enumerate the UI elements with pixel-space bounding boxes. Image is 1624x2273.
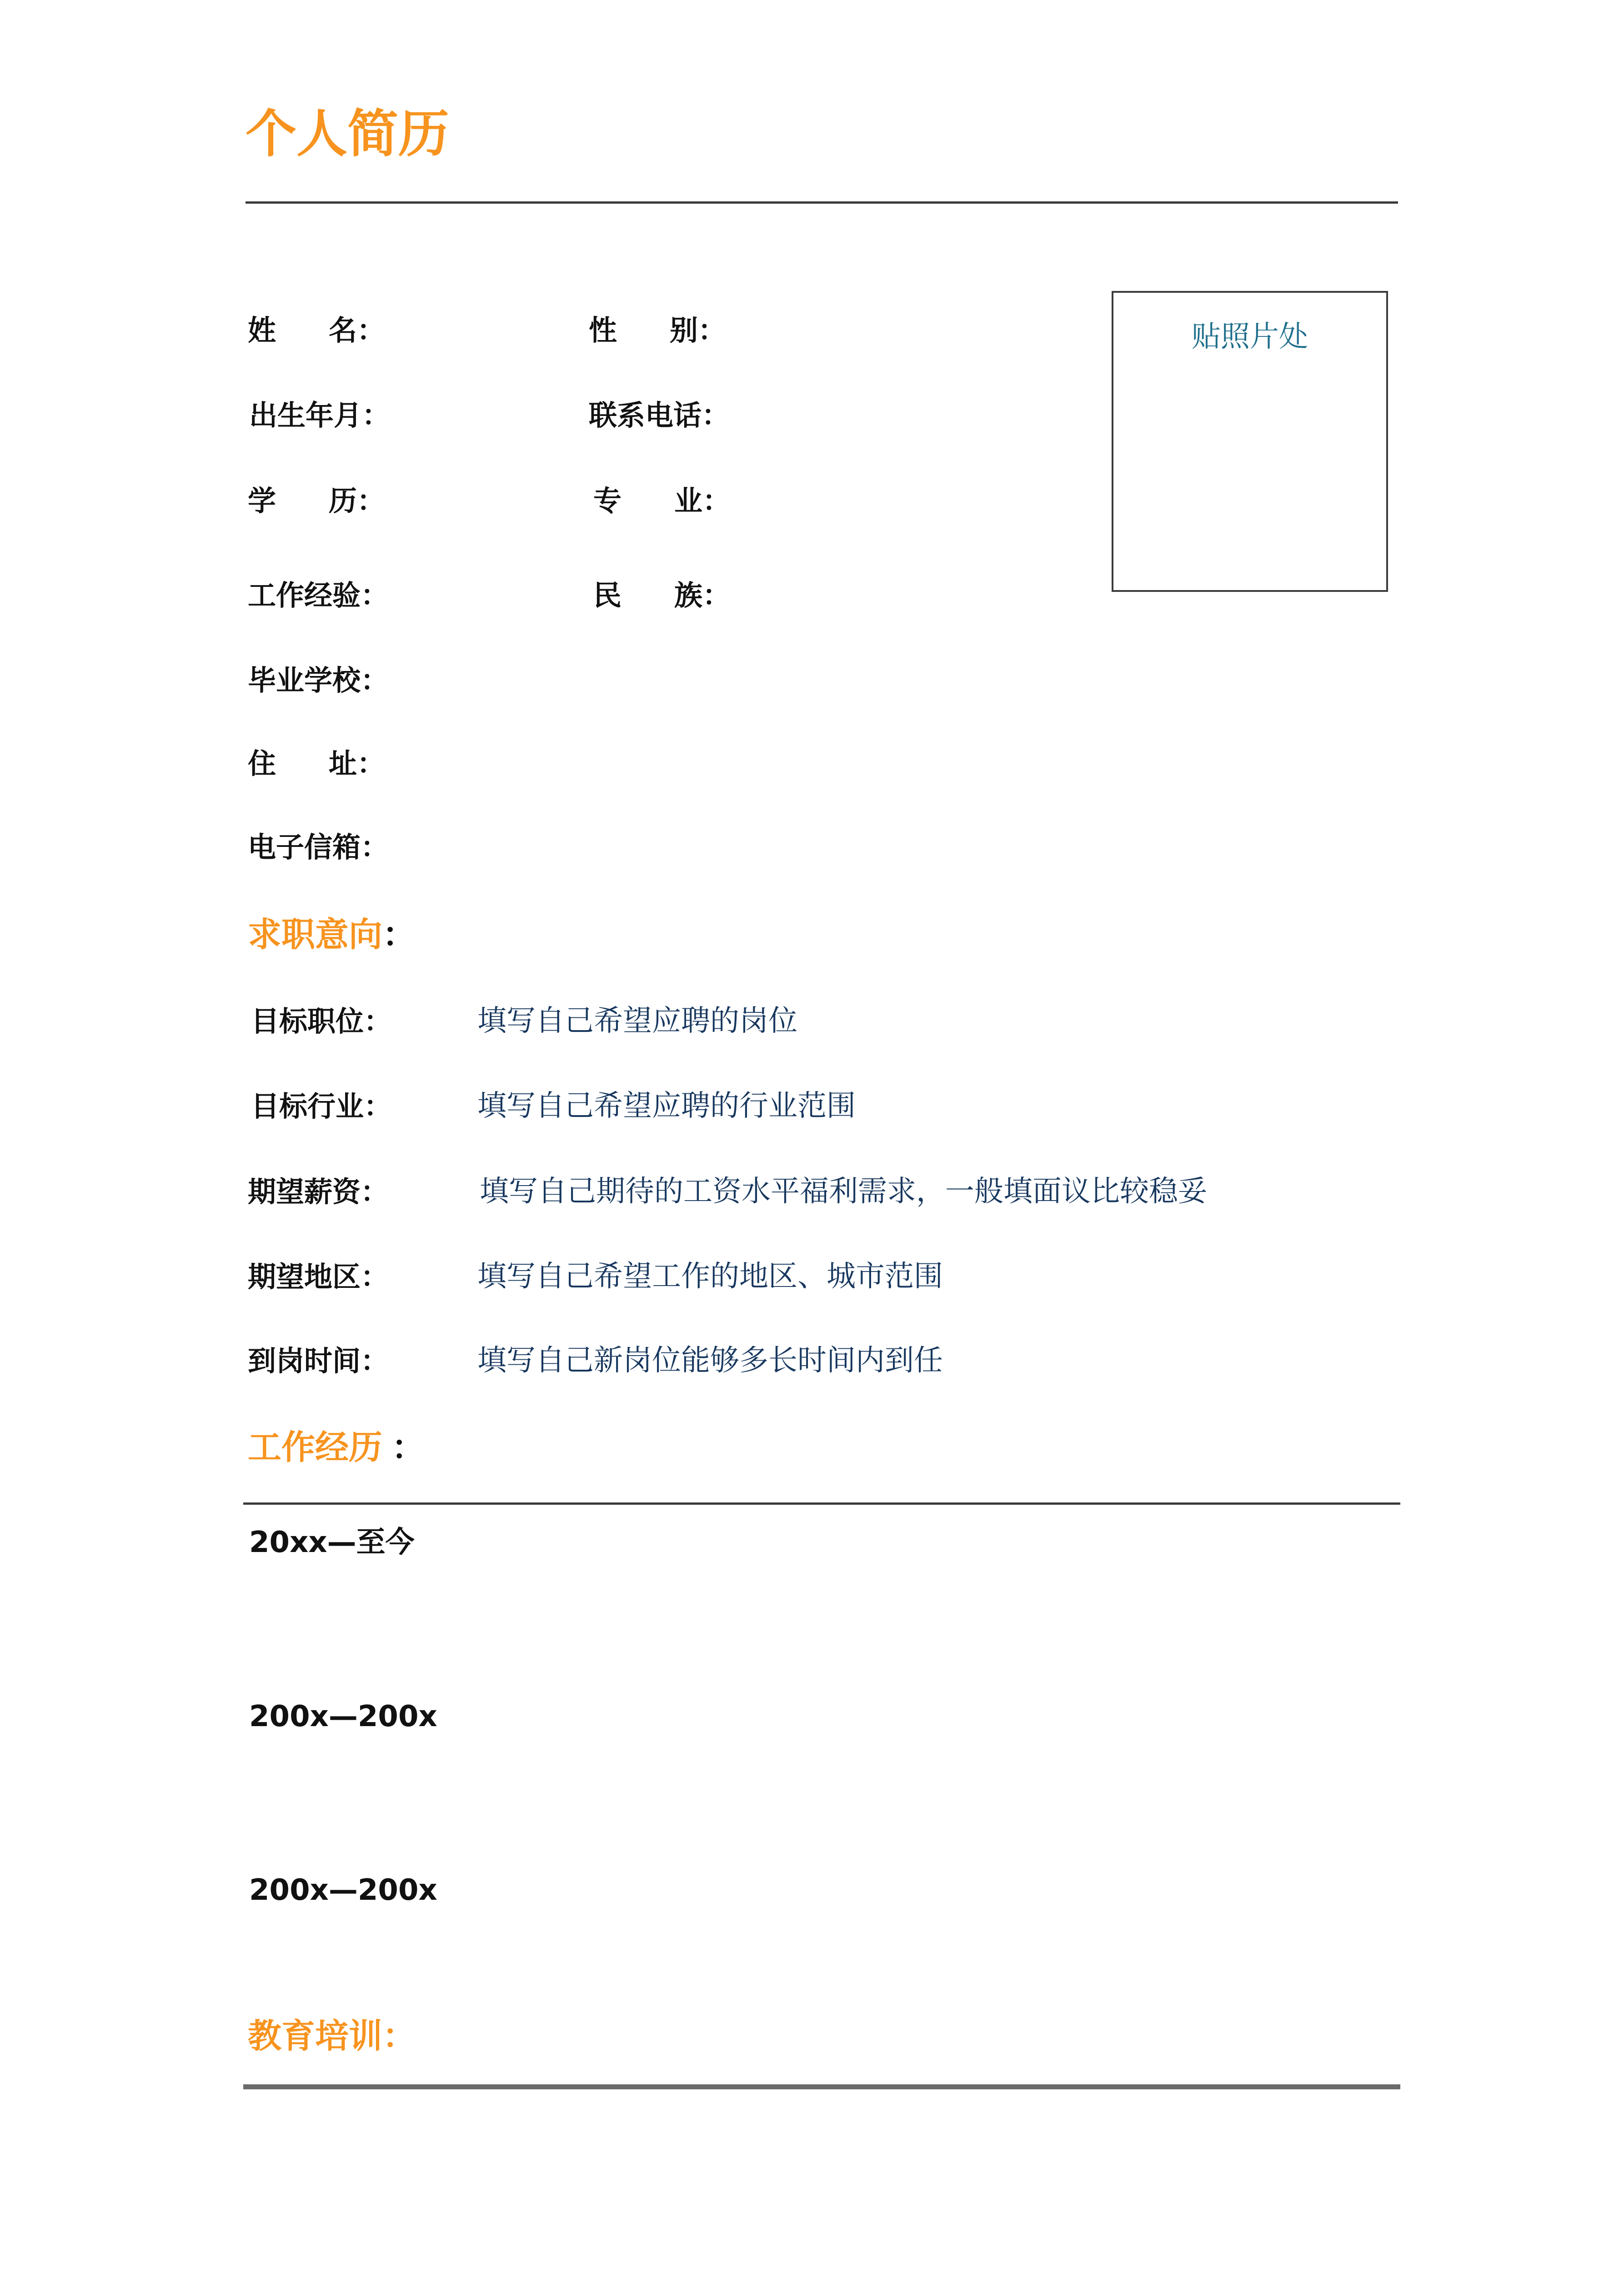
experience-label <box>248 579 389 612</box>
photo-placeholder-text: 贴照片处 <box>1192 320 1308 354</box>
target-industry-value: 填写自己希望应聘的行业范围 <box>477 1089 856 1123</box>
target-industry-label: 目标行业： <box>251 1090 392 1123</box>
phone-label <box>589 399 730 432</box>
email-label-text: 电子信箱 <box>248 831 361 864</box>
school-colon: ： <box>361 664 389 697</box>
education-divider <box>243 2084 1400 2089</box>
work-period-1: 20xx—至今 <box>249 1526 415 1559</box>
gender-colon: ： <box>698 314 727 347</box>
work-period-2: 200x—200x <box>249 1700 437 1733</box>
education-level-colon: ： <box>357 484 386 517</box>
gender-label <box>589 314 726 347</box>
work-history-heading <box>248 1427 425 1468</box>
school-label <box>248 664 389 697</box>
title-divider <box>246 201 1398 204</box>
email-colon: ： <box>361 831 389 864</box>
onboard-time-value: 填写自己新岗位能够多长时间内到任 <box>477 1344 943 1377</box>
work-period-3: 200x—200x <box>249 1873 437 1907</box>
experience-colon: ： <box>361 579 389 612</box>
school-label-text: 毕业学校 <box>248 664 361 697</box>
phone-label-text: 联系电话 <box>589 399 702 432</box>
page-title: 个人简历 <box>246 105 449 164</box>
expected-salary-value: 填写自己期待的工资水平福利需求，一般填面议比较稳妥 <box>480 1175 1207 1208</box>
education-level-label <box>248 484 385 518</box>
ethnicity-label <box>593 579 731 612</box>
work-history-divider <box>243 1502 1400 1505</box>
name-label-text: 姓名 <box>248 314 357 347</box>
target-position-value: 填写自己希望应聘的岗位 <box>477 1004 797 1038</box>
major-label <box>593 484 731 518</box>
experience-label-text: 工作经验 <box>248 579 361 612</box>
expected-region-value: 填写自己希望工作的地区、城市范围 <box>477 1260 943 1293</box>
ethnicity-label-text: 民族 <box>593 579 702 612</box>
birth-colon: ： <box>362 399 391 432</box>
birth-label <box>249 399 390 432</box>
job-intention-heading <box>248 915 416 955</box>
name-colon: ： <box>357 314 386 347</box>
work-history-heading-text: 工作经历 <box>248 1428 382 1467</box>
job-intention-heading-text: 求职意向 <box>248 915 382 954</box>
birth-label-text: 出生年月 <box>249 399 362 432</box>
major-colon: ： <box>702 484 731 517</box>
email-label <box>248 831 389 864</box>
major-label-text: 专业 <box>593 484 702 517</box>
name-label <box>248 314 385 347</box>
address-label <box>248 747 385 781</box>
education-heading: 教育培训： <box>248 2017 416 2056</box>
job-intention-colon: ： <box>382 915 416 954</box>
expected-region-label: 期望地区： <box>248 1260 389 1293</box>
address-colon: ： <box>357 747 386 780</box>
address-label-text: 住址 <box>248 747 357 780</box>
expected-salary-label: 期望薪资： <box>248 1175 389 1208</box>
ethnicity-colon: ： <box>702 579 731 612</box>
education-level-label-text: 学历 <box>248 484 357 517</box>
phone-colon: ： <box>702 399 730 432</box>
target-position-label: 目标职位： <box>251 1005 392 1038</box>
onboard-time-label: 到岗时间： <box>248 1344 389 1377</box>
gender-label-text: 性别 <box>589 314 698 347</box>
photo-placeholder <box>1112 291 1388 592</box>
work-history-colon: ： <box>391 1428 425 1467</box>
